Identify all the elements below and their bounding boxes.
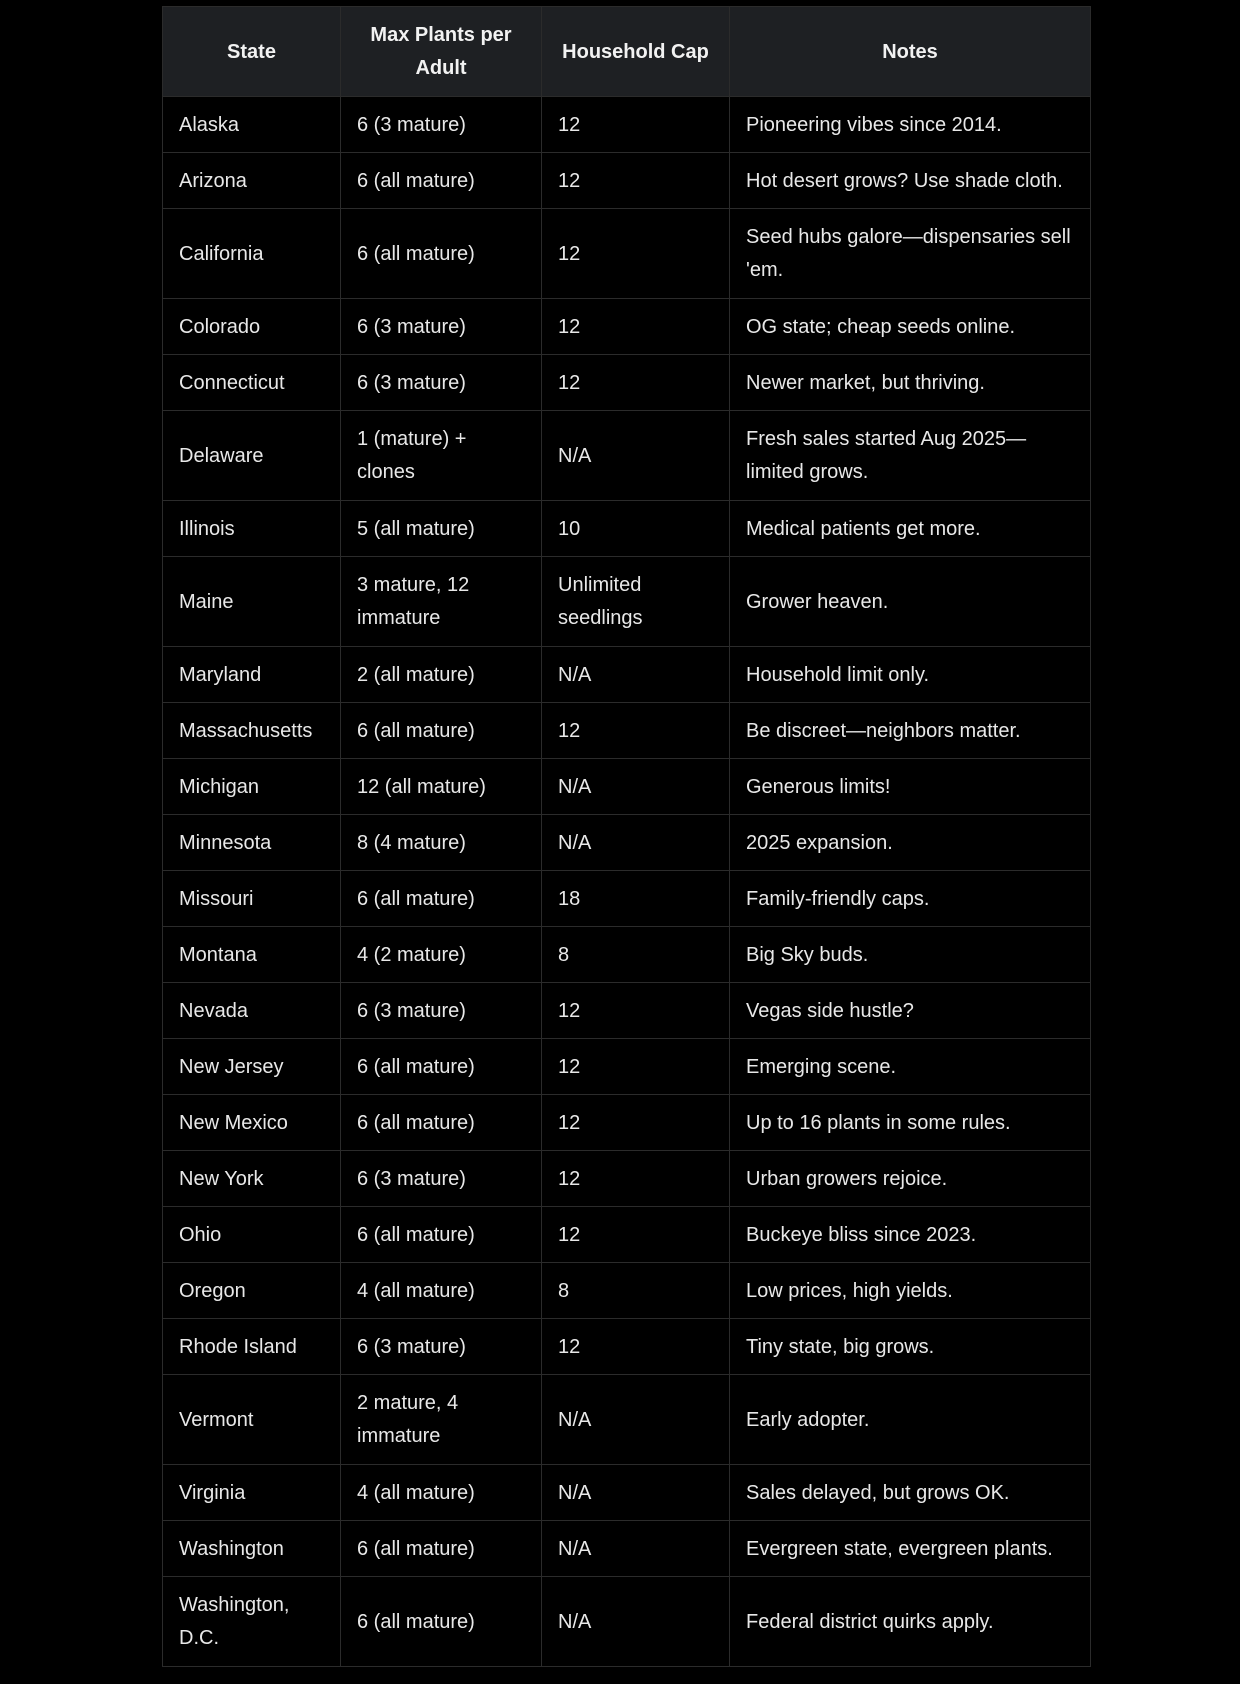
cell-state: Arizona (163, 153, 341, 209)
cell-notes: Vegas side hustle? (730, 983, 1091, 1039)
cell-state: Oregon (163, 1263, 341, 1319)
cell-household-cap: 12 (542, 983, 730, 1039)
cell-max-plants: 2 mature, 4 immature (341, 1375, 542, 1465)
header-max-plants: Max Plants per Adult (341, 7, 542, 97)
cell-notes: Generous limits! (730, 759, 1091, 815)
table-row (163, 1577, 1091, 1667)
cell-max-plants: 12 (all mature) (341, 759, 542, 815)
header-notes: Notes (730, 7, 1091, 97)
table-row (163, 759, 1091, 815)
table-row (163, 1039, 1091, 1095)
cell-notes: Medical patients get more. (730, 501, 1091, 557)
cell-notes: Federal district quirks apply. (730, 1577, 1091, 1667)
header-state: State (163, 7, 341, 97)
cell-notes: Buckeye bliss since 2023. (730, 1207, 1091, 1263)
cell-state: Ohio (163, 1207, 341, 1263)
cell-state: Colorado (163, 299, 341, 355)
table-row (163, 97, 1091, 153)
cell-household-cap: Unlimited seedlings (542, 557, 730, 647)
cell-notes: Sales delayed, but grows OK. (730, 1465, 1091, 1521)
cell-state: Virginia (163, 1465, 341, 1521)
cell-state: Delaware (163, 411, 341, 501)
cell-state: Washington (163, 1521, 341, 1577)
cell-max-plants: 6 (all mature) (341, 1095, 542, 1151)
cell-household-cap: N/A (542, 1521, 730, 1577)
cell-household-cap: 12 (542, 1207, 730, 1263)
cell-max-plants: 2 (all mature) (341, 647, 542, 703)
cell-state: Washington, D.C. (163, 1577, 341, 1667)
table-row (163, 1151, 1091, 1207)
cell-max-plants: 4 (all mature) (341, 1465, 542, 1521)
table-row (163, 927, 1091, 983)
cell-state: Massachusetts (163, 703, 341, 759)
cell-household-cap: 8 (542, 927, 730, 983)
state-limits-table (162, 6, 1091, 1667)
cell-max-plants: 6 (all mature) (341, 153, 542, 209)
table-body (163, 97, 1091, 1667)
table-row (163, 1207, 1091, 1263)
table-row (163, 1375, 1091, 1465)
cell-household-cap: 12 (542, 1151, 730, 1207)
cell-state: Michigan (163, 759, 341, 815)
cell-household-cap: 12 (542, 355, 730, 411)
cell-notes: Grower heaven. (730, 557, 1091, 647)
cell-household-cap: 12 (542, 1039, 730, 1095)
cell-notes: Urban growers rejoice. (730, 1151, 1091, 1207)
cell-max-plants: 6 (3 mature) (341, 983, 542, 1039)
table-row (163, 355, 1091, 411)
cell-state: Vermont (163, 1375, 341, 1465)
table-row (163, 1521, 1091, 1577)
cell-max-plants: 6 (all mature) (341, 871, 542, 927)
cell-state: Rhode Island (163, 1319, 341, 1375)
cell-max-plants: 6 (all mature) (341, 209, 542, 299)
cell-notes: Big Sky buds. (730, 927, 1091, 983)
cell-household-cap: 12 (542, 1095, 730, 1151)
cell-max-plants: 6 (3 mature) (341, 97, 542, 153)
table-row (163, 703, 1091, 759)
table-row (163, 1465, 1091, 1521)
table-row (163, 411, 1091, 501)
header-household-cap: Household Cap (542, 7, 730, 97)
table-row (163, 299, 1091, 355)
cell-household-cap: 12 (542, 703, 730, 759)
cell-max-plants: 6 (3 mature) (341, 1319, 542, 1375)
cell-notes: Evergreen state, evergreen plants. (730, 1521, 1091, 1577)
table-row (163, 153, 1091, 209)
cell-state: California (163, 209, 341, 299)
cell-max-plants: 6 (3 mature) (341, 299, 542, 355)
cell-state: Montana (163, 927, 341, 983)
cell-household-cap: N/A (542, 1465, 730, 1521)
cell-notes: 2025 expansion. (730, 815, 1091, 871)
cell-household-cap: N/A (542, 759, 730, 815)
cell-household-cap: 18 (542, 871, 730, 927)
cell-household-cap: N/A (542, 647, 730, 703)
cell-notes: Household limit only. (730, 647, 1091, 703)
cell-notes: Family-friendly caps. (730, 871, 1091, 927)
table-row (163, 647, 1091, 703)
cell-household-cap: 12 (542, 209, 730, 299)
cell-household-cap: 12 (542, 97, 730, 153)
cell-notes: Up to 16 plants in some rules. (730, 1095, 1091, 1151)
table-row (163, 983, 1091, 1039)
cell-notes: OG state; cheap seeds online. (730, 299, 1091, 355)
table-header (163, 7, 1091, 97)
cell-state: Connecticut (163, 355, 341, 411)
cell-state: New York (163, 1151, 341, 1207)
cell-max-plants: 6 (3 mature) (341, 1151, 542, 1207)
cell-notes: Fresh sales started Aug 2025—limited grows. (730, 411, 1091, 501)
table-row (163, 815, 1091, 871)
cell-max-plants: 3 mature, 12 immature (341, 557, 542, 647)
cell-household-cap: N/A (542, 1375, 730, 1465)
cell-notes: Seed hubs galore—dispensaries sell 'em. (730, 209, 1091, 299)
cell-notes: Newer market, but thriving. (730, 355, 1091, 411)
data-table-container (162, 6, 1090, 1667)
cell-max-plants: 5 (all mature) (341, 501, 542, 557)
cell-max-plants: 4 (all mature) (341, 1263, 542, 1319)
table-row (163, 501, 1091, 557)
cell-max-plants: 4 (2 mature) (341, 927, 542, 983)
cell-max-plants: 6 (all mature) (341, 1577, 542, 1667)
cell-household-cap: 12 (542, 153, 730, 209)
table-row (163, 209, 1091, 299)
cell-state: Alaska (163, 97, 341, 153)
cell-state: Nevada (163, 983, 341, 1039)
cell-max-plants: 1 (mature) + clones (341, 411, 542, 501)
cell-max-plants: 8 (4 mature) (341, 815, 542, 871)
cell-state: Illinois (163, 501, 341, 557)
cell-household-cap: 12 (542, 1319, 730, 1375)
cell-notes: Emerging scene. (730, 1039, 1091, 1095)
cell-notes: Be discreet—neighbors matter. (730, 703, 1091, 759)
cell-household-cap: 12 (542, 299, 730, 355)
cell-household-cap: N/A (542, 1577, 730, 1667)
cell-max-plants: 6 (all mature) (341, 1207, 542, 1263)
cell-household-cap: 10 (542, 501, 730, 557)
cell-state: New Mexico (163, 1095, 341, 1151)
table-row (163, 871, 1091, 927)
cell-notes: Low prices, high yields. (730, 1263, 1091, 1319)
table-row (163, 557, 1091, 647)
table-row (163, 1263, 1091, 1319)
header-row (163, 7, 1091, 97)
cell-max-plants: 6 (3 mature) (341, 355, 542, 411)
cell-state: Maryland (163, 647, 341, 703)
table-row (163, 1095, 1091, 1151)
cell-household-cap: 8 (542, 1263, 730, 1319)
cell-notes: Tiny state, big grows. (730, 1319, 1091, 1375)
cell-state: New Jersey (163, 1039, 341, 1095)
cell-max-plants: 6 (all mature) (341, 703, 542, 759)
cell-state: Minnesota (163, 815, 341, 871)
cell-notes: Hot desert grows? Use shade cloth. (730, 153, 1091, 209)
table-row (163, 1319, 1091, 1375)
cell-state: Maine (163, 557, 341, 647)
cell-household-cap: N/A (542, 815, 730, 871)
cell-max-plants: 6 (all mature) (341, 1039, 542, 1095)
cell-notes: Early adopter. (730, 1375, 1091, 1465)
cell-max-plants: 6 (all mature) (341, 1521, 542, 1577)
cell-state: Missouri (163, 871, 341, 927)
cell-notes: Pioneering vibes since 2014. (730, 97, 1091, 153)
cell-household-cap: N/A (542, 411, 730, 501)
